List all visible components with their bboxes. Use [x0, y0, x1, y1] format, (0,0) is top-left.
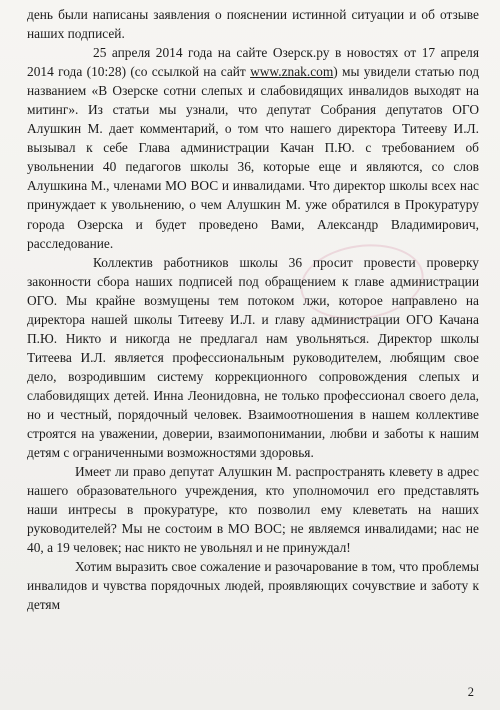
page-number: 2	[467, 685, 474, 699]
paragraph-3: Коллектив работников школы 36 просит провести проверку законности сбора наших подписей под обращением к главе администрации ОГО. Мы крайне возмущены тем потоком лжи, которое направлено на директора нашей школы Титееву И.Л. и главу администрации ОГО Качана П.Ю. Никто и никогда не предлагал нам увольняться. Директор школы Титеева И.Л. является профессиональным руководителем, любящим свое дело, возродившим систему коррекционного сопровождения слепых и слабовидящих детей. Инна Леонидовна, не только профессионал своего дела, но и честный, порядочный человек. Взаимоотношения в нашем коллективе строятся на уважении, доверии, взаимопонимании, любви и заботы к нашим детям с ограниченными возможностями здоровья.	[27, 254, 479, 461]
paragraph-2-part-2: ) мы увидели статью под названием «В Озерске сотни слепых и слабовидящих инвалидов выходят на митинг». Из статьи мы узнали, что депутат Собрания депутатов ОГО Алушкин М. дает комментарий, о том что нашего директора Титееву И.Л. вызывал к себе Глава администрации Качан П.Ю. с требованием об увольнении 40 педагогов школы 36, которые еще и являются, со слов Алушкина М., членами МО ВОС и инвалидами. Что директор школы всех нас принуждает к увольнению, о чем Алушкин М. уже обратился в Прокуратуру города Озерска и будет проведено Вами, Александр Владимирович, расследование.	[27, 64, 480, 251]
paragraph-2	[27, 43, 479, 253]
znak-link[interactable]: www.znak.com	[250, 64, 334, 80]
document-text	[27, 5, 479, 615]
paragraph-1: день были написаны заявления о пояснении истинной ситуации и об отзыве наших подписей.	[27, 7, 479, 42]
paragraph-2-part-1: 25 апреля 2014 года на сайте Озерск.ру в новостях от 17 апреля 2014 года (10:28) (со ссылкой на сайт	[27, 45, 479, 80]
paragraph-5: Хотим выразить свое сожаление и разочарование в том, что проблемы инвалидов и чувства порядочных людей, проявляющих сочувствие и заботу к детям	[27, 559, 479, 613]
paragraph-4: Имеет ли право депутат Алушкин М. распространять клевету в адрес нашего образовательного учреждения, кто уполномочил его представлять наши интресы в прокуратуре, кто позволил ему клеветать на наших руководителей? Мы не состоим в МО ВОС; не являемся инвалидами; нас не 40, а 19 человек; нас никто не увольнял и не принуждал!	[27, 464, 479, 556]
